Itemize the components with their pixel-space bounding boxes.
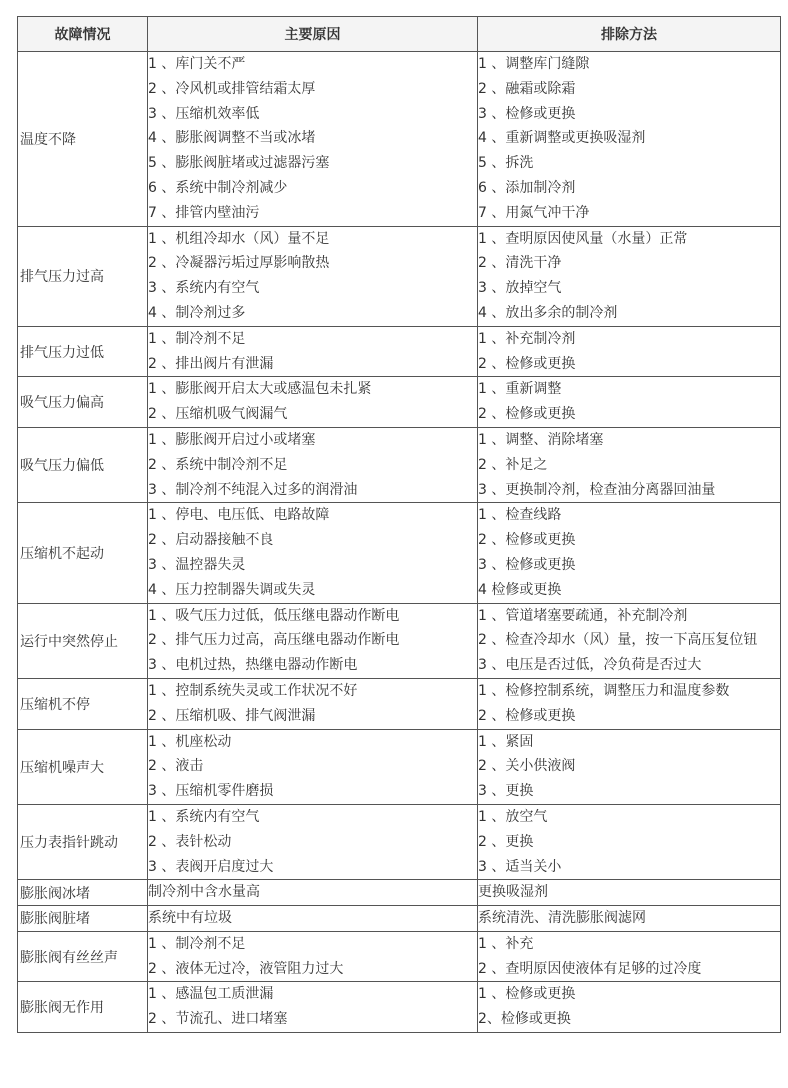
cause-line: 2 、系统中制冷剂不足 xyxy=(148,456,288,473)
cause-line: 3 、制冷剂不纯混入过多的润滑油 xyxy=(148,481,358,498)
remedy-line: 1 、补充 xyxy=(478,935,534,952)
remedy-line: 3 、更换 xyxy=(478,783,534,800)
remedy-line: 4 检修或更换 xyxy=(478,581,562,598)
remedy-cell xyxy=(478,377,781,428)
header-cause: 主要原因 xyxy=(148,17,478,52)
remedy-cell xyxy=(478,503,781,603)
cause-line: 1 、制冷剂不足 xyxy=(148,935,246,952)
remedy-line: 4 、放出多余的制冷剂 xyxy=(478,304,618,321)
cause-line: 4 、压力控制器失调或失灵 xyxy=(148,581,316,598)
table-row xyxy=(18,52,781,227)
cause-line: 3 、压缩机零件磨损 xyxy=(148,783,274,800)
fault-cell: 膨胀阀无作用 xyxy=(18,982,148,1033)
cause-cell xyxy=(148,503,478,603)
remedy-line: 2 、检修或更换 xyxy=(478,355,576,372)
cause-line: 4 、膨胀阀调整不当或冰堵 xyxy=(148,130,316,147)
remedy-line: 5 、拆洗 xyxy=(478,155,534,172)
table-row xyxy=(18,503,781,603)
remedy-line: 2 、更换 xyxy=(478,833,534,850)
remedy-line: 1 、调整、消除堵塞 xyxy=(478,431,604,448)
table-row xyxy=(18,906,781,932)
cause-cell xyxy=(148,804,478,879)
cause-line: 3 、系统内有空气 xyxy=(148,280,260,297)
table-row xyxy=(18,427,781,502)
fault-cell: 温度不降 xyxy=(18,52,148,227)
fault-cell: 压力表指针跳动 xyxy=(18,804,148,879)
cause-line: 1 、机组冷却水（风）量不足 xyxy=(148,230,330,247)
remedy-line: 3 、更换制冷剂，检查油分离器回油量 xyxy=(478,481,716,498)
cause-line: 7 、排管内壁油污 xyxy=(148,204,260,221)
fault-cell: 压缩机噪声大 xyxy=(18,729,148,804)
table-row xyxy=(18,226,781,326)
header-remedy: 排除方法 xyxy=(478,17,781,52)
cause-line: 1 、停电、电压低、电路故障 xyxy=(148,507,330,524)
remedy-cell xyxy=(478,729,781,804)
cause-cell xyxy=(148,226,478,326)
remedy-line: 3 、电压是否过低，冷负荷是否过大 xyxy=(478,657,702,674)
cause-line: 6 、系统中制冷剂减少 xyxy=(148,179,288,196)
cause-line: 2 、排出阀片有泄漏 xyxy=(148,355,274,372)
cause-line: 1 、机座松动 xyxy=(148,733,232,750)
remedy-line: 3 、检修或更换 xyxy=(478,556,576,573)
table-row xyxy=(18,931,781,982)
remedy-line: 2 、检修或更换 xyxy=(478,406,576,423)
cause-line: 3 、表阀开启度过大 xyxy=(148,858,274,875)
remedy-cell xyxy=(478,603,781,678)
remedy-line: 2 、检修或更换 xyxy=(478,707,576,724)
cause-cell xyxy=(148,326,478,377)
remedy-line: 1 、补充制冷剂 xyxy=(478,330,576,347)
remedy-line: 2 、查明原因使液体有足够的过冷度 xyxy=(478,960,702,977)
cause-cell xyxy=(148,52,478,227)
remedy-cell xyxy=(478,678,781,729)
remedy-line: 1 、重新调整 xyxy=(478,381,562,398)
cause-line: 2 、节流孔、进口堵塞 xyxy=(148,1011,288,1028)
cause-cell xyxy=(148,880,478,906)
remedy-cell xyxy=(478,906,781,932)
cause-cell xyxy=(148,603,478,678)
cause-line: 5 、膨胀阀脏堵或过滤器污塞 xyxy=(148,155,330,172)
cause-line: 3 、压缩机效率低 xyxy=(148,105,260,122)
remedy-cell xyxy=(478,982,781,1033)
remedy-line: 1 、调整库门缝隙 xyxy=(478,56,590,72)
table-row xyxy=(18,603,781,678)
cause-cell xyxy=(148,678,478,729)
remedy-line: 3 、适当关小 xyxy=(478,858,562,875)
fault-cell: 吸气压力偏高 xyxy=(18,377,148,428)
remedy-line: 2、检修或更换 xyxy=(478,1011,571,1028)
cause-cell xyxy=(148,377,478,428)
table-row xyxy=(18,678,781,729)
cause-line: 2 、压缩机吸、排气阀泄漏 xyxy=(148,707,316,724)
fault-cell: 膨胀阀冰堵 xyxy=(18,880,148,906)
table-row xyxy=(18,982,781,1033)
cause-line: 1 、膨胀阀开启过小或堵塞 xyxy=(148,431,316,448)
remedy-line: 2 、关小供液阀 xyxy=(478,758,576,775)
fault-cell: 膨胀阀有丝丝声 xyxy=(18,931,148,982)
cause-line: 1 、控制系统失灵或工作状况不好 xyxy=(148,682,358,699)
remedy-cell xyxy=(478,804,781,879)
table-row xyxy=(18,377,781,428)
fault-cell: 排气压力过低 xyxy=(18,326,148,377)
remedy-line: 1 、放空气 xyxy=(478,808,548,825)
cause-line: 2 、液体无过冷，液管阻力过大 xyxy=(148,960,344,977)
cause-line: 4 、制冷剂过多 xyxy=(148,304,246,321)
fault-cell: 压缩机不停 xyxy=(18,678,148,729)
remedy-line: 3 、检修或更换 xyxy=(478,105,576,122)
remedy-line: 2 、融霜或除霜 xyxy=(478,80,576,97)
fault-cell: 排气压力过高 xyxy=(18,226,148,326)
remedy-cell xyxy=(478,226,781,326)
cause-cell xyxy=(148,906,478,932)
cause-cell xyxy=(148,982,478,1033)
table-row xyxy=(18,729,781,804)
cause-line: 3 、电机过热，热继电器动作断电 xyxy=(148,657,358,674)
remedy-line: 1 、检查线路 xyxy=(478,507,562,524)
cause-cell xyxy=(148,931,478,982)
cause-cell xyxy=(148,729,478,804)
cause-line: 2 、冷凝器污垢过厚影响散热 xyxy=(148,255,330,272)
remedy-line: 1 、管道堵塞要疏通，补充制冷剂 xyxy=(478,607,688,624)
cause-line: 2 、排气压力过高，高压继电器动作断电 xyxy=(148,632,400,649)
cause-line: 1 、库门关不严 xyxy=(148,56,246,72)
fault-cell: 吸气压力偏低 xyxy=(18,427,148,502)
cause-line: 1 、膨胀阀开启太大或感温包未扎紧 xyxy=(148,381,372,398)
cause-line: 2 、液击 xyxy=(148,758,204,775)
remedy-line: 2 、检修或更换 xyxy=(478,532,576,549)
cause-line: 3 、温控器失灵 xyxy=(148,556,246,573)
remedy-line: 7 、用氮气冲干净 xyxy=(478,204,590,221)
cause-line: 2 、冷风机或排管结霜太厚 xyxy=(148,80,316,97)
remedy-line: 2 、检查冷却水（风）量，按一下高压复位钮 xyxy=(478,632,758,649)
fault-cell: 膨胀阀脏堵 xyxy=(18,906,148,932)
table-body xyxy=(18,52,781,1033)
cause-line: 2 、启动器接触不良 xyxy=(148,532,274,549)
cause-line: 制冷剂中含水量高 xyxy=(148,884,260,901)
remedy-cell xyxy=(478,931,781,982)
fault-cell: 压缩机不起动 xyxy=(18,503,148,603)
remedy-cell xyxy=(478,326,781,377)
fault-cell: 运行中突然停止 xyxy=(18,603,148,678)
remedy-line: 2 、清洗干净 xyxy=(478,255,562,272)
table-row xyxy=(18,880,781,906)
cause-line: 2 、表针松动 xyxy=(148,833,232,850)
cause-cell xyxy=(148,427,478,502)
cause-line: 1 、制冷剂不足 xyxy=(148,330,246,347)
remedy-cell xyxy=(478,52,781,227)
table-row xyxy=(18,326,781,377)
remedy-line: 1 、检修控制系统，调整压力和温度参数 xyxy=(478,682,730,699)
remedy-cell xyxy=(478,880,781,906)
remedy-line: 1 、检修或更换 xyxy=(478,986,576,1003)
remedy-line: 3 、放掉空气 xyxy=(478,280,562,297)
header-fault: 故障情况 xyxy=(18,17,148,52)
cause-line: 2 、压缩机吸气阀漏气 xyxy=(148,406,288,423)
cause-line: 1 、系统内有空气 xyxy=(148,808,260,825)
remedy-line: 系统清洗、清洗膨胀阀滤网 xyxy=(478,910,646,927)
remedy-line: 2 、补足之 xyxy=(478,456,548,473)
table-row xyxy=(18,804,781,879)
remedy-line: 6 、添加制冷剂 xyxy=(478,179,576,196)
remedy-line: 1 、查明原因使风量（水量）正常 xyxy=(478,230,688,247)
cause-line: 系统中有垃圾 xyxy=(148,910,232,927)
fault-table xyxy=(17,16,781,1033)
header-row xyxy=(18,17,781,52)
remedy-line: 更换吸湿剂 xyxy=(478,884,548,901)
cause-line: 1 、感温包工质泄漏 xyxy=(148,986,274,1003)
remedy-cell xyxy=(478,427,781,502)
cause-line: 1 、吸气压力过低，低压继电器动作断电 xyxy=(148,607,400,624)
remedy-line: 1 、紧固 xyxy=(478,733,534,750)
remedy-line: 4 、重新调整或更换吸湿剂 xyxy=(478,130,646,147)
